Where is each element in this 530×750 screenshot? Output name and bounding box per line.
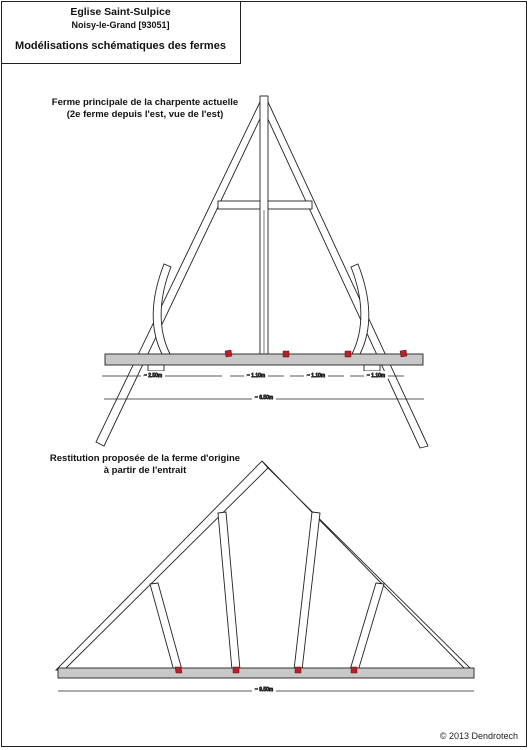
- truss1-mortise-4: [400, 350, 407, 357]
- truss1-dim-label-3: ~ 1.10m: [306, 373, 326, 379]
- truss2-strut-2: [218, 512, 240, 670]
- truss1-dim-label-2: ~ 1.10m: [246, 373, 266, 379]
- truss1-left-rafter: [96, 102, 268, 446]
- truss2-caption-line2: à partir de l'entrait: [103, 465, 187, 476]
- truss1-dim-label-5: ~ 6.50m: [254, 395, 274, 401]
- truss1-dim-label-1: ~ 2.50m: [143, 373, 163, 379]
- truss2-dim-label: ~ 9.50m: [254, 687, 274, 693]
- truss2-mortise-3: [295, 667, 301, 673]
- truss2-mortise-2: [233, 667, 239, 673]
- truss2-tie-beam: [58, 668, 474, 678]
- truss2-diagram: [56, 461, 474, 678]
- site-location: Noisy-le-Grand [93051]: [71, 20, 170, 30]
- truss2-mortise-4: [351, 667, 357, 673]
- truss1-dim-label-4: ~ 1.10m: [366, 373, 386, 379]
- truss2-caption-line1: Restitution proposée de la ferme d'origine: [49, 453, 241, 464]
- truss1-caption-line1: Ferme principale de la charpente actuelle: [51, 97, 239, 108]
- truss1-left-foot: [148, 365, 164, 371]
- copyright: © 2013 Dendrotech: [439, 731, 518, 741]
- page-title: Modélisations schématiques des fermes: [15, 40, 226, 52]
- truss2-strut-1: [150, 583, 182, 671]
- truss1-mortise-2: [283, 351, 289, 357]
- truss2-strut-4: [350, 583, 384, 671]
- truss1-right-rafter: [260, 102, 428, 448]
- truss1-caption-line2: (2e ferme depuis l'est, vue de l'est): [66, 109, 224, 120]
- truss1-right-foot: [364, 365, 380, 371]
- truss1-mortise-3: [345, 351, 351, 357]
- truss1-tie-beam: [105, 354, 423, 365]
- truss2-strut-3: [294, 512, 320, 670]
- site-title: Eglise Saint-Sulpice: [70, 6, 171, 18]
- truss2-mortise-1: [175, 667, 182, 673]
- truss1-mortise-1: [225, 350, 232, 357]
